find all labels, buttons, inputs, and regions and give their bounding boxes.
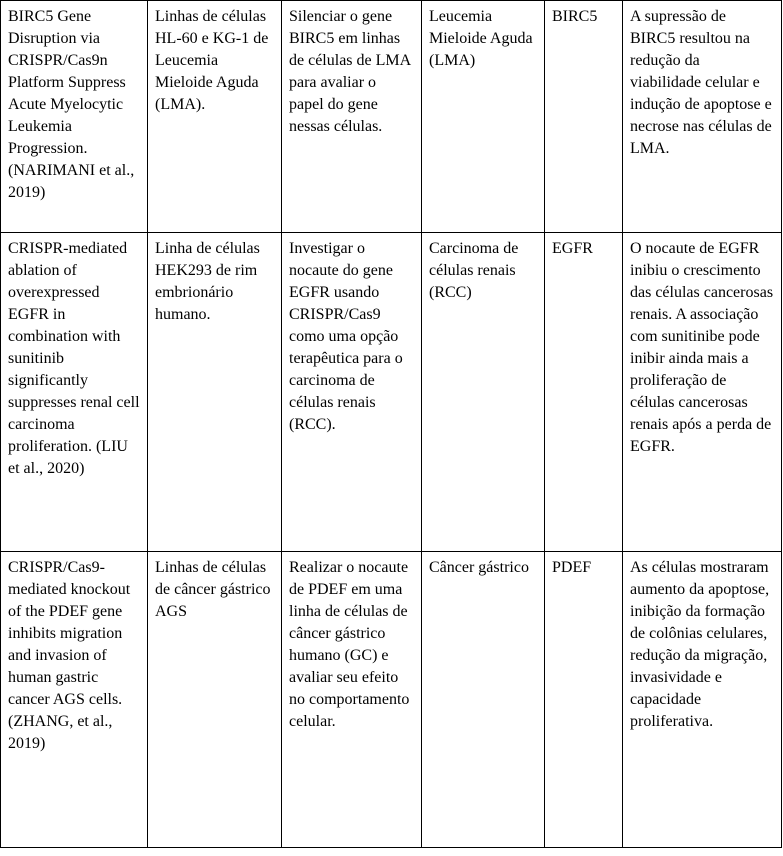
- table-row: [1, 552, 782, 848]
- cell-line-cell: Linhas de células HL-60 e KG-1 de Leucemia Mieloide Aguda (LMA).: [148, 1, 282, 233]
- result-cell: As células mostraram aumento da apoptose, inibição da formação de colônias celulares, redução da migração, invasividade e capacidade proliferativa.: [623, 552, 782, 848]
- table-row: [1, 233, 782, 552]
- study-title-cell: CRISPR-mediated ablation of overexpressed EGFR in combination with sunitinib significantly suppresses renal cell carcinoma proliferation. (LIU et al., 2020): [1, 233, 148, 552]
- objective-cell: Investigar o nocaute do gene EGFR usando CRISPR/Cas9 como uma opção terapêutica para o carcinoma de células renais (RCC).: [282, 233, 422, 552]
- objective-cell: Silenciar o gene BIRC5 em linhas de células de LMA para avaliar o papel do gene nessas células.: [282, 1, 422, 233]
- objective-cell: Realizar o nocaute de PDEF em uma linha de células de câncer gástrico humano (GC) e avaliar seu efeito no comportamento celular.: [282, 552, 422, 848]
- study-title-cell: CRISPR/Cas9-mediated knockout of the PDEF gene inhibits migration and invasion of human gastric cancer AGS cells. (ZHANG, et al., 2019): [1, 552, 148, 848]
- table-row: [1, 1, 782, 233]
- gene-cell: PDEF: [545, 552, 623, 848]
- result-cell: A supressão de BIRC5 resultou na redução da viabilidade celular e indução de apoptose e necrose nas células de LMA.: [623, 1, 782, 233]
- study-title-cell: BIRC5 Gene Disruption via CRISPR/Cas9n Platform Suppress Acute Myelocytic Leukemia Progression. (NARIMANI et al., 2019): [1, 1, 148, 233]
- result-cell: O nocaute de EGFR inibiu o crescimento das células cancerosas renais. A associação com sunitinibe pode inibir ainda mais a proliferação de células cancerosas renais após a perda de EGFR.: [623, 233, 782, 552]
- disease-cell: Leucemia Mieloide Aguda (LMA): [422, 1, 545, 233]
- cell-line-cell: Linha de células HEK293 de rim embrionário humano.: [148, 233, 282, 552]
- gene-cell: EGFR: [545, 233, 623, 552]
- disease-cell: Carcinoma de células renais (RCC): [422, 233, 545, 552]
- gene-cell: BIRC5: [545, 1, 623, 233]
- cell-line-cell: Linhas de células de câncer gástrico AGS: [148, 552, 282, 848]
- disease-cell: Câncer gástrico: [422, 552, 545, 848]
